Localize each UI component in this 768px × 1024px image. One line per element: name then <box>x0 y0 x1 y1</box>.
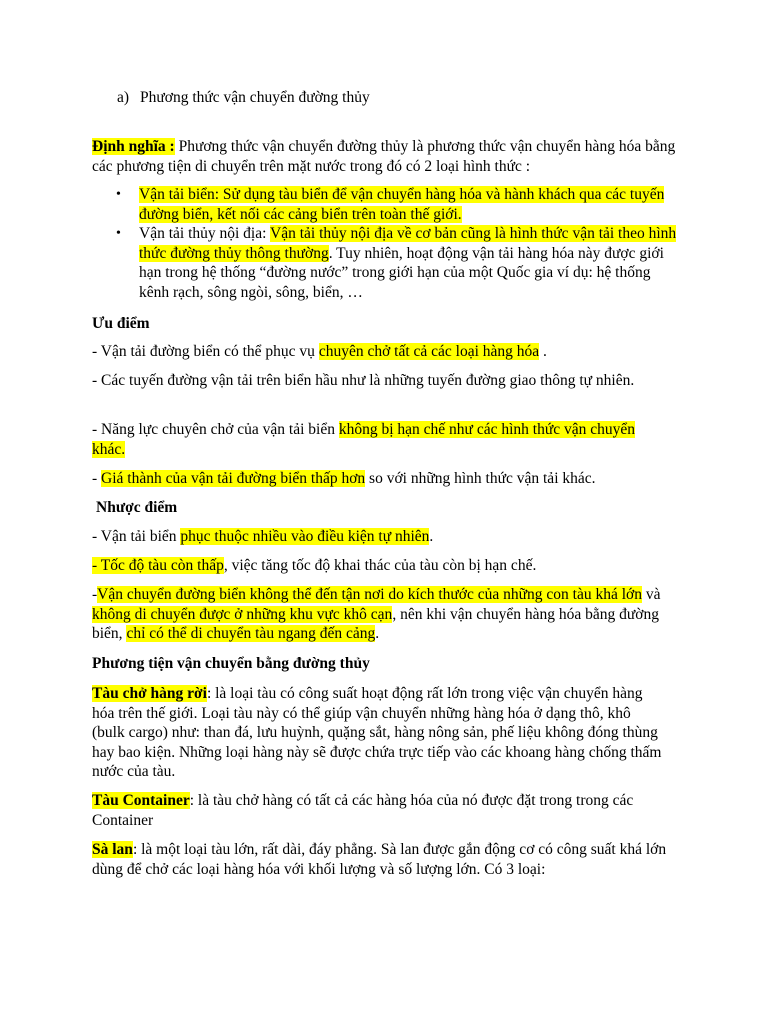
para-text: - <box>92 586 98 603</box>
disadvantage-2 <box>92 556 682 576</box>
para-text: so với những hình thức vận tải khác. <box>365 470 596 487</box>
container-ship-paragraph <box>92 791 662 830</box>
highlighted-text: chỉ có thể di chuyển tàu ngang đến cảng <box>126 625 376 642</box>
para-text: , nên khi vận chuyển hàng hóa bằng đường biển, <box>92 605 659 642</box>
highlighted-text: Vận tải thủy nội địa về cơ bản cũng là hình thức vận tải theo hình thức đường thủy thông thường <box>139 225 677 262</box>
advantage-2 <box>92 371 652 391</box>
disadvantage-1 <box>92 527 682 547</box>
list-marker: a) <box>117 89 130 106</box>
advantages-heading <box>92 314 682 334</box>
term-label: Tàu chở hàng rời <box>92 685 207 702</box>
definition-paragraph <box>92 137 682 176</box>
definition-label: Định nghĩa : <box>92 138 175 155</box>
list-item-sea-transport <box>139 185 679 224</box>
vehicles-heading <box>92 654 682 674</box>
list-item-inland-transport <box>139 224 679 302</box>
highlighted-text: Vận tải biển: Sử dụng tàu biển để vận chuyển hàng hóa và hành khách qua các tuyến đường biển, kết nối các cảng biển trên toàn thế giới. <box>139 186 665 223</box>
disadvantage-3 <box>92 585 682 644</box>
highlighted-text: không bị hạn chế như các hình thức vận chuyển khác. <box>92 421 636 458</box>
heading-text: Ưu điểm <box>92 315 150 332</box>
bullet-icon: • <box>116 226 121 241</box>
bullet-icon: • <box>116 187 121 202</box>
para-text: . <box>429 528 434 545</box>
para-text: : là loại tàu có công suất hoạt động rất lớn trong việc vận chuyển hàng hóa trên thế giới. Loại tàu này có thể giúp vận chuyển những hàng hóa ở dạng thô, khô (bulk cargo) như: than đá, lưu huỳnh, quặng sắt, hàng nông sản, phế liệu không đóng thùng hay bao kiện. Những loại hàng này sẽ được chứa trực tiếp vào các khoang hàng chống thấm nước của tàu. <box>92 685 662 780</box>
section-title: Phương thức vận chuyển đường thủy <box>140 89 370 106</box>
advantage-1 <box>92 342 682 362</box>
barge-paragraph <box>92 840 672 879</box>
highlighted-text: Giá thành của vận tải đường biển thấp hơn <box>101 470 366 487</box>
para-text: . <box>539 343 547 360</box>
para-text: - Năng lực chuyên chở của vận tải biển <box>92 421 339 438</box>
term-label: Sà lan <box>92 841 133 858</box>
para-text: - <box>92 470 102 487</box>
bulk-carrier-paragraph <box>92 684 662 782</box>
highlighted-text: chuyên chở tất cả các loại hàng hóa <box>318 343 540 360</box>
para-text: : là tàu chở hàng có tất cả các hàng hóa của nó được đặt trong trong các Container <box>92 792 634 829</box>
para-text: . <box>375 625 380 642</box>
definition-text: Phương thức vận chuyển đường thủy là phương thức vận chuyển hàng hóa bằng các phương tiện di chuyển trên mặt nước trong đó có 2 loại hình thức : <box>92 138 676 175</box>
highlighted-text: - Tốc độ tàu còn thấp <box>92 557 224 574</box>
para-text: - Vận tải biển <box>92 528 181 545</box>
item-text: . Tuy nhiên, hoạt động vận tải hàng hóa này được giới hạn trong hệ thống “đường nước” trong giới hạn của một Quốc gia ví dụ: hệ thống kênh rạch, sông ngòi, sông, biển, … <box>139 244 664 301</box>
para-text: : là một loại tàu lớn, rất dài, đáy phẳng. Sà lan được gắn động cơ có công suất khá lớn dùng để chở các loại hàng hóa với khối lượng và số lượng lớn. Có 3 loại: <box>92 841 667 878</box>
highlighted-text: phục thuộc nhiều vào điều kiện tự nhiên <box>180 528 430 545</box>
advantage-4 <box>92 469 682 489</box>
para-text: - Vận tải đường biển có thể phục vụ <box>92 343 319 360</box>
heading-text: Phương tiện vận chuyển bằng đường thủy <box>92 655 370 672</box>
para-text: , việc tăng tốc độ khai thác của tàu còn bị hạn chế. <box>223 557 537 574</box>
highlighted-text: Vận chuyển đường biển không thể đến tận nơi do kích thước của những con tàu khá lớn <box>97 586 642 603</box>
highlighted-text: không di chuyển được ở những khu vực khô cạn <box>92 605 393 623</box>
heading-text: Nhược điểm <box>96 499 178 516</box>
disadvantages-heading <box>96 498 686 518</box>
para-text: - Các tuyến đường vận tải trên biển hầu như là những tuyến đường giao thông tự nhiên. <box>92 372 635 389</box>
para-text: và <box>642 586 661 603</box>
advantage-3 <box>92 420 652 459</box>
item-text: Vận tải thủy nội địa: <box>139 225 271 242</box>
term-label: Tàu Container <box>92 792 190 809</box>
